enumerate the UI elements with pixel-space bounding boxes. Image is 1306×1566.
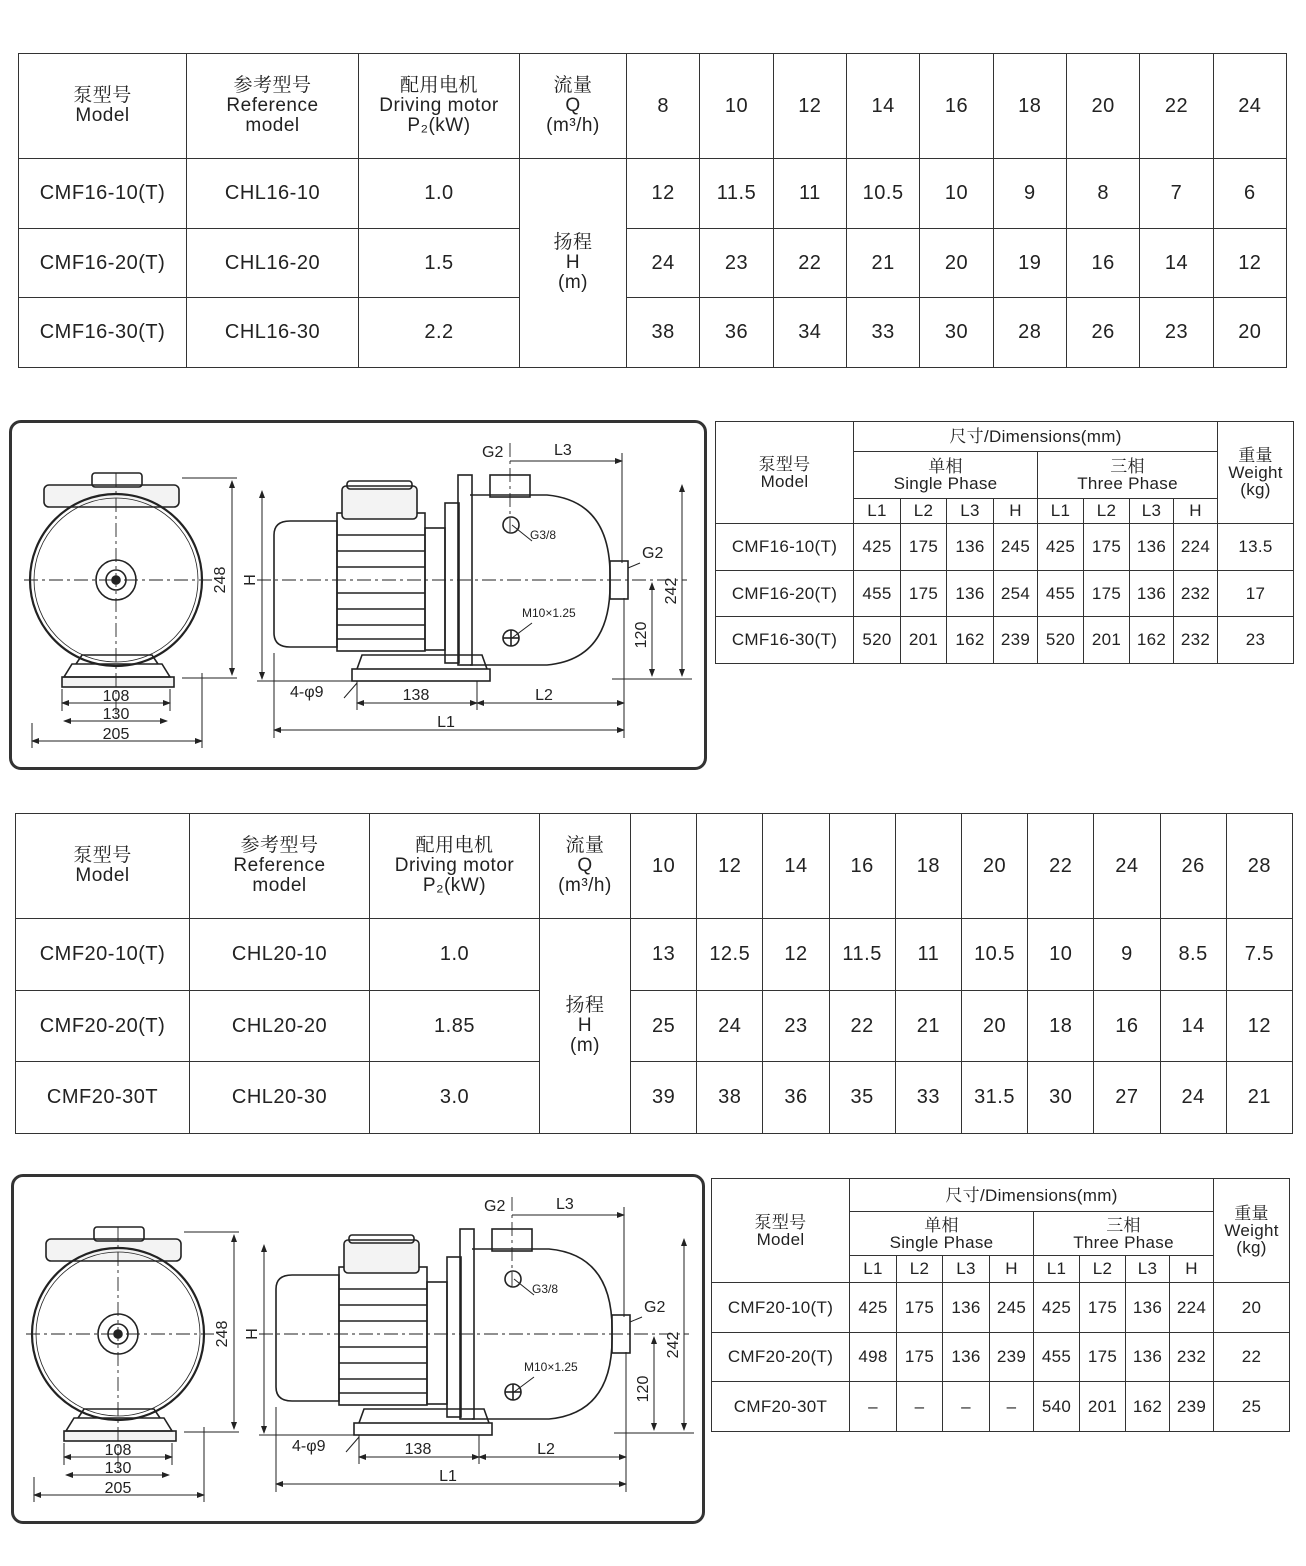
dim-l3-label: L3: [556, 1196, 574, 1213]
sub-header: H: [990, 1256, 1034, 1283]
dim-242-label: 242: [665, 1331, 682, 1359]
head-value: 34: [773, 298, 846, 368]
dim-g2-top-label: G2: [482, 444, 504, 461]
head-value: 35: [829, 1062, 895, 1134]
flow-value: 10: [700, 54, 773, 159]
header-pump-model: [19, 54, 187, 159]
dim-value: 520: [854, 617, 901, 664]
weight-value: 23: [1218, 617, 1294, 664]
motor-power: 1.85: [370, 991, 540, 1062]
pump-drawing-panel-1: [9, 420, 707, 770]
dim-value: 540: [1034, 1382, 1080, 1432]
dim-value: –: [897, 1382, 943, 1432]
head-value: 9: [1094, 919, 1160, 991]
flow-value: 22: [1140, 54, 1213, 159]
dim-l1-label: L1: [437, 714, 455, 731]
head-cn: 扬程: [553, 232, 593, 253]
dim-value: 425: [850, 1283, 897, 1333]
table-row: [712, 1283, 1290, 1333]
dim-130-label: 130: [102, 706, 130, 723]
header-three-phase: [1038, 452, 1218, 499]
header-ref-en2: model: [245, 115, 300, 136]
flow-value: 20: [1066, 54, 1139, 159]
dim-130-label: 130: [104, 1460, 132, 1477]
dim-value: –: [990, 1382, 1034, 1432]
header-model-cn: 泵型号: [73, 85, 132, 106]
flow-value: 24: [1094, 814, 1160, 919]
head-value: 11: [773, 159, 846, 229]
header-flow: [520, 54, 627, 159]
header-model-en: Model: [756, 1229, 805, 1249]
performance-table-cmf16: [18, 53, 1287, 368]
dim-value: 455: [1034, 1333, 1080, 1382]
header-three-phase: [1034, 1212, 1214, 1256]
header-single-phase: [850, 1212, 1034, 1256]
weight-value: 22: [1214, 1333, 1290, 1382]
header-motor-en: Driving motor: [394, 855, 515, 876]
dim-value: 136: [943, 1333, 990, 1382]
dim-value: 175: [897, 1283, 943, 1333]
dim-value: 425: [854, 524, 901, 571]
head-value: 30: [1028, 1062, 1094, 1134]
dim-120-label: 120: [635, 1375, 652, 1403]
head-value: 8: [1066, 159, 1139, 229]
dim-value: 232: [1174, 617, 1218, 664]
head-value: 21: [846, 229, 919, 298]
head-value: 6: [1213, 159, 1286, 229]
table-row: [16, 919, 1293, 991]
dim-248-label: 248: [212, 566, 229, 594]
sub-header: L2: [1080, 1256, 1126, 1283]
flow-value: 12: [773, 54, 846, 159]
dim-108-label: 108: [102, 688, 130, 705]
pump-model: CMF16-30(T): [19, 298, 187, 368]
head-value: 30: [920, 298, 993, 368]
header-motor-en: Driving motor: [379, 95, 499, 116]
head-value: 7: [1140, 159, 1213, 229]
dim-l3-label: L3: [554, 442, 572, 459]
head-value: 16: [1066, 229, 1139, 298]
head-value: 36: [700, 298, 773, 368]
flow-value: 24: [1213, 54, 1286, 159]
dim-value: 175: [1080, 1333, 1126, 1382]
sub-header: L3: [947, 499, 994, 524]
head-value: 26: [1066, 298, 1139, 368]
sub-header: L1: [1038, 499, 1084, 524]
head-value: 10: [1028, 919, 1094, 991]
flow-value: 14: [763, 814, 829, 919]
head-value: 11: [895, 919, 961, 991]
header-model-cn: 泵型号: [73, 845, 132, 866]
header-driving-motor: [370, 814, 540, 919]
head-value: 24: [627, 229, 700, 298]
dim-205-label: 205: [102, 726, 130, 743]
dim-value: 136: [1130, 571, 1174, 617]
dim-value: 425: [1034, 1283, 1080, 1333]
dim-value: 136: [1126, 1283, 1170, 1333]
pump-model: CMF16-20(T): [716, 571, 854, 617]
dim-g2-side-label: G2: [642, 545, 664, 562]
head-value: 12: [1213, 229, 1286, 298]
header-model-en: Model: [760, 471, 809, 491]
table-row: [712, 1333, 1290, 1382]
weight-value: 17: [1218, 571, 1294, 617]
header-flow-cn: 流量: [553, 75, 593, 96]
head-value: 12: [763, 919, 829, 991]
header-head: [540, 919, 631, 1134]
head-value: 11.5: [829, 919, 895, 991]
dim-value: 232: [1174, 571, 1218, 617]
sub-header: H: [1174, 499, 1218, 524]
header-ref-cn: 参考型号: [240, 835, 319, 856]
header-weight-unit: (kg): [1240, 480, 1271, 499]
head-value: 8.5: [1160, 919, 1226, 991]
head-value: 12.5: [697, 919, 763, 991]
header-three-en: Three Phase: [1077, 474, 1178, 493]
header-reference-model: [190, 814, 370, 919]
pump-side-view: [276, 1229, 630, 1435]
header-pump-model: [16, 814, 190, 919]
pump-model: CMF20-10(T): [712, 1283, 850, 1333]
head-value: 21: [1226, 1062, 1292, 1134]
head-value: 11.5: [700, 159, 773, 229]
head-value: 24: [697, 991, 763, 1062]
reference-model: CHL20-20: [190, 991, 370, 1062]
flow-value: 18: [895, 814, 961, 919]
header-weight: [1218, 422, 1294, 524]
weight-value: 13.5: [1218, 524, 1294, 571]
flow-value: 28: [1226, 814, 1292, 919]
header-flow-unit: (m³/h): [546, 115, 600, 136]
dim-value: 254: [994, 571, 1038, 617]
header-motor-unit: P₂(kW): [407, 115, 471, 136]
header-three-cn: 三相: [1106, 1215, 1141, 1235]
head-value: 13: [631, 919, 697, 991]
sub-header: L2: [1084, 499, 1130, 524]
dim-value: –: [943, 1382, 990, 1432]
header-flow-q: Q: [565, 95, 581, 116]
head-value: 31.5: [961, 1062, 1027, 1134]
dim-l2-label: L2: [537, 1441, 555, 1458]
dim-value: 245: [990, 1283, 1034, 1333]
pump-model: CMF20-30T: [16, 1062, 190, 1134]
sub-header: L1: [850, 1256, 897, 1283]
dim-holes-label: 4-φ9: [290, 684, 324, 701]
dim-g38-label: G3/8: [530, 528, 557, 542]
dim-value: 224: [1170, 1283, 1214, 1333]
header-model-cn: 泵型号: [754, 1212, 807, 1232]
head-value: 20: [1213, 298, 1286, 368]
head-value: 33: [895, 1062, 961, 1134]
dim-value: 175: [1080, 1283, 1126, 1333]
header-model-en: Model: [75, 865, 130, 886]
head-value: 7.5: [1226, 919, 1292, 991]
head-value: 27: [1094, 1062, 1160, 1134]
dim-value: 224: [1174, 524, 1218, 571]
header-flow-q: Q: [577, 855, 593, 876]
dim-m10-label: M10×1.25: [522, 606, 576, 620]
head-value: 22: [829, 991, 895, 1062]
head-value: 39: [631, 1062, 697, 1134]
dim-value: 455: [854, 571, 901, 617]
dim-248-label: 248: [214, 1320, 231, 1348]
weight-value: 25: [1214, 1382, 1290, 1432]
dim-205-label: 205: [104, 1480, 132, 1497]
dim-120-label: 120: [633, 621, 650, 649]
flow-value: 16: [920, 54, 993, 159]
header-motor-unit: P₂(kW): [422, 875, 487, 896]
head-value: 9: [993, 159, 1066, 229]
sub-header: L3: [1130, 499, 1174, 524]
reference-model: CHL20-10: [190, 919, 370, 991]
pump-side-view: [274, 475, 628, 681]
header-three-en: Three Phase: [1073, 1232, 1174, 1252]
pump-model: CMF20-20(T): [712, 1333, 850, 1382]
pump-model: CMF16-10(T): [716, 524, 854, 571]
dim-value: 175: [897, 1333, 943, 1382]
head-value: 20: [961, 991, 1027, 1062]
flow-value: 12: [697, 814, 763, 919]
dim-value: 520: [1038, 617, 1084, 664]
head-value: 38: [627, 298, 700, 368]
head-value: 20: [920, 229, 993, 298]
head-value: 12: [1226, 991, 1292, 1062]
header-single-en: Single Phase: [893, 474, 998, 493]
head-value: 10.5: [846, 159, 919, 229]
flow-value: 18: [993, 54, 1066, 159]
dim-h-label: H: [244, 1328, 261, 1340]
head-value: 23: [700, 229, 773, 298]
head-value: 10: [920, 159, 993, 229]
pump-dimension-drawing: [12, 423, 704, 767]
dim-value: 239: [1170, 1382, 1214, 1432]
head-value: 23: [1140, 298, 1213, 368]
header-weight: [1214, 1179, 1290, 1283]
flow-value: 26: [1160, 814, 1226, 919]
dim-value: –: [850, 1382, 897, 1432]
dim-value: 162: [1126, 1382, 1170, 1432]
header-driving-motor: [359, 54, 520, 159]
dim-value: 175: [1084, 571, 1130, 617]
head-value: 16: [1094, 991, 1160, 1062]
table-row: [716, 617, 1294, 664]
pump-model: CMF16-20(T): [19, 229, 187, 298]
dim-value: 232: [1170, 1333, 1214, 1382]
table-row: [19, 229, 1287, 298]
dim-g2-side-label: G2: [644, 1299, 666, 1316]
dim-138-label: 138: [402, 687, 430, 704]
dim-value: 201: [901, 617, 947, 664]
dim-value: 245: [994, 524, 1038, 571]
head-unit: (m): [570, 1035, 600, 1056]
head-value: 22: [773, 229, 846, 298]
head-value: 14: [1160, 991, 1226, 1062]
header-flow-cn: 流量: [565, 835, 605, 856]
dim-value: 136: [947, 524, 994, 571]
motor-power: 1.5: [359, 229, 520, 298]
dim-g38-label: G3/8: [532, 1282, 559, 1296]
pump-model: CMF20-20(T): [16, 991, 190, 1062]
pump-dimension-drawing: [14, 1177, 706, 1521]
header-flow-unit: (m³/h): [558, 875, 612, 896]
head-value: 28: [993, 298, 1066, 368]
dim-value: 201: [1080, 1382, 1126, 1432]
head-value: 33: [846, 298, 919, 368]
pump-model: CMF20-30T: [712, 1382, 850, 1432]
motor-power: 3.0: [370, 1062, 540, 1134]
head-h: H: [565, 252, 581, 273]
header-dimensions: 尺寸/Dimensions(mm): [850, 1179, 1214, 1212]
flow-value: 8: [627, 54, 700, 159]
header-weight-cn: 重量: [1234, 1204, 1269, 1223]
dim-h-label: H: [242, 574, 259, 586]
reference-model: CHL16-30: [187, 298, 359, 368]
table-row: [19, 159, 1287, 229]
header-model-en: Model: [75, 105, 130, 126]
dim-value: 136: [947, 571, 994, 617]
head-value: 36: [763, 1062, 829, 1134]
dim-value: 455: [1038, 571, 1084, 617]
dim-242-label: 242: [663, 577, 680, 605]
head-value: 12: [627, 159, 700, 229]
sub-header: H: [994, 499, 1038, 524]
head-value: 24: [1160, 1062, 1226, 1134]
table-row: [16, 991, 1293, 1062]
dim-m10-label: M10×1.25: [524, 1360, 578, 1374]
header-ref-en1: Reference: [233, 855, 326, 876]
dim-value: 162: [947, 617, 994, 664]
dim-value: 239: [990, 1333, 1034, 1382]
dim-value: 136: [1126, 1333, 1170, 1382]
header-flow: [540, 814, 631, 919]
header-ref-en2: model: [252, 875, 307, 896]
dim-value: 239: [994, 617, 1038, 664]
pump-model: CMF20-10(T): [16, 919, 190, 991]
sub-header: H: [1170, 1256, 1214, 1283]
sub-header: L3: [943, 1256, 990, 1283]
dim-value: 136: [1130, 524, 1174, 571]
dim-value: 498: [850, 1333, 897, 1382]
reference-model: CHL20-30: [190, 1062, 370, 1134]
dim-value: 175: [901, 524, 947, 571]
table-row: [716, 524, 1294, 571]
pump-model: CMF16-30(T): [716, 617, 854, 664]
sub-header: L1: [1034, 1256, 1080, 1283]
dim-value: 175: [901, 571, 947, 617]
flow-value: 10: [631, 814, 697, 919]
dim-value: 162: [1130, 617, 1174, 664]
dim-138-label: 138: [404, 1441, 432, 1458]
header-weight-unit: (kg): [1236, 1238, 1267, 1257]
head-value: 25: [631, 991, 697, 1062]
motor-power: 1.0: [370, 919, 540, 991]
header-weight-en: Weight: [1224, 1221, 1279, 1240]
header-weight-en: Weight: [1228, 463, 1283, 482]
head-value: 14: [1140, 229, 1213, 298]
header-reference-model: [187, 54, 359, 159]
header-dimensions: 尺寸/Dimensions(mm): [854, 422, 1218, 452]
weight-value: 20: [1214, 1283, 1290, 1333]
table-row: [716, 571, 1294, 617]
flow-value: 22: [1028, 814, 1094, 919]
header-pump-model: [716, 422, 854, 524]
header-ref-cn: 参考型号: [233, 75, 312, 96]
header-motor-cn: 配用电机: [399, 75, 478, 96]
reference-model: CHL16-20: [187, 229, 359, 298]
header-single-phase: [854, 452, 1038, 499]
header-single-cn: 单相: [928, 457, 963, 476]
table-row: [19, 298, 1287, 368]
head-cn: 扬程: [565, 995, 605, 1016]
dim-g2-top-label: G2: [484, 1198, 506, 1215]
pump-drawing-panel-2: [11, 1174, 705, 1524]
head-value: 18: [1028, 991, 1094, 1062]
header-model-cn: 泵型号: [758, 454, 811, 474]
dim-value: 175: [1084, 524, 1130, 571]
table-row: [16, 1062, 1293, 1134]
dim-holes-label: 4-φ9: [292, 1438, 326, 1455]
table-row: [712, 1382, 1290, 1432]
flow-value: 20: [961, 814, 1027, 919]
header-weight-cn: 重量: [1238, 446, 1273, 465]
head-value: 23: [763, 991, 829, 1062]
head-unit: (m): [558, 272, 588, 293]
sub-header: L1: [854, 499, 901, 524]
sub-header: L2: [897, 1256, 943, 1283]
flow-value: 16: [829, 814, 895, 919]
motor-power: 1.0: [359, 159, 520, 229]
dimension-table-cmf20: [711, 1178, 1290, 1432]
head-value: 19: [993, 229, 1066, 298]
head-value: 38: [697, 1062, 763, 1134]
header-ref-en1: Reference: [226, 95, 319, 116]
header-pump-model: [712, 1179, 850, 1283]
sub-header: L3: [1126, 1256, 1170, 1283]
dim-108-label: 108: [104, 1442, 132, 1459]
flow-value: 14: [846, 54, 919, 159]
head-h: H: [577, 1015, 593, 1036]
header-three-cn: 三相: [1110, 457, 1145, 476]
header-single-en: Single Phase: [889, 1232, 994, 1252]
performance-table-cmf20: [15, 813, 1293, 1134]
header-motor-cn: 配用电机: [415, 835, 494, 856]
dim-value: 201: [1084, 617, 1130, 664]
reference-model: CHL16-10: [187, 159, 359, 229]
header-head: [520, 159, 627, 368]
dim-value: 136: [943, 1283, 990, 1333]
pump-model: CMF16-10(T): [19, 159, 187, 229]
header-single-cn: 单相: [924, 1215, 959, 1235]
sub-header: L2: [901, 499, 947, 524]
dim-l2-label: L2: [535, 687, 553, 704]
dimension-table-cmf16: [715, 421, 1294, 664]
head-value: 10.5: [961, 919, 1027, 991]
head-value: 21: [895, 991, 961, 1062]
motor-power: 2.2: [359, 298, 520, 368]
dim-l1-label: L1: [439, 1468, 457, 1485]
dim-value: 425: [1038, 524, 1084, 571]
